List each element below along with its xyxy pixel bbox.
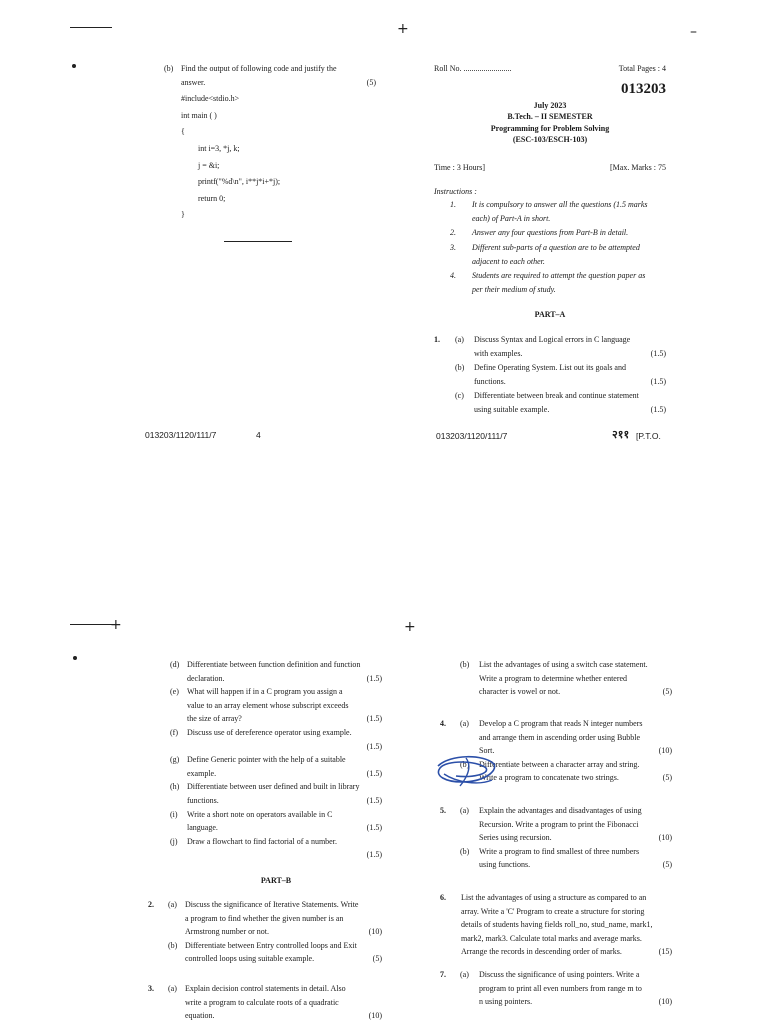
question-1e: (e) What will happen if in a C program you assign a value to an array element whose subscript exceeds the size of array? (1.5) <box>170 685 382 726</box>
paper-code: 013203 <box>621 80 666 97</box>
question-3-block <box>148 982 382 1023</box>
question-number: 3. <box>148 984 154 993</box>
question-4b: (b) Differentiate between a character array and string. Write a program to concatenate two strings. (5) <box>460 758 672 785</box>
code-line: } <box>181 210 185 220</box>
question-1-block <box>434 333 666 417</box>
question-7a: (a) Discuss the significance of using pointers. Write a program to print all even numbers from range m to n using pointers. (10) <box>460 968 672 1009</box>
time-allowed: Time : 3 Hours] <box>434 162 486 172</box>
marks-label: (1.5) <box>366 850 382 860</box>
marks-label: (10) <box>658 833 672 843</box>
code-line: return 0; <box>198 193 226 203</box>
page1-left-footer-code: 013203/1120/111/7 <box>145 430 217 440</box>
instruction-item: 3. Different sub-parts of a question are to be attempted adjacent to each other. <box>450 242 640 266</box>
time-marks-row <box>434 161 666 175</box>
code-line: int main ( ) <box>181 110 217 120</box>
question-3a: (a) Explain decision control statements in detail. Also write a program to calculate roots of a quadratic equation. (10) <box>168 982 382 1023</box>
marks-label: (1.5) <box>650 376 666 386</box>
marks-label: (10) <box>658 746 672 756</box>
marks-label: (5) <box>662 687 672 697</box>
question-number: 6. <box>440 893 446 902</box>
marks-label: (1.5) <box>366 768 382 778</box>
code-line: int i=3, *j, k; <box>198 143 240 153</box>
question-6-block: 6. List the advantages of using a structure as compared to an array. Write a 'C' Program to create a structure for storing details of students having fields roll_no, stud_name, mark1, mark2, mark3. Calculate total marks and average marks. Arrange the records in descending order of marks. (15) <box>440 891 672 959</box>
marks-label: (10) <box>368 1011 382 1021</box>
marks-label: (1.5) <box>650 348 666 358</box>
part-b-heading: PART–B <box>260 875 292 885</box>
marks-label: (5) <box>662 773 672 783</box>
question-text: Find the output of following code and justify the <box>181 64 337 73</box>
program-name: B.Tech. – II SEMESTER <box>507 112 593 122</box>
instruction-item: 4. Students are required to attempt the question paper as per their medium of study. <box>450 271 646 294</box>
crop-mark-plus: + <box>397 21 409 37</box>
question-1b-block <box>164 62 376 222</box>
question-number: 4. <box>440 719 446 728</box>
question-5-block <box>440 804 672 872</box>
marks-label: (1.5) <box>650 404 666 414</box>
marks-label: (5) <box>662 860 672 870</box>
page1-left-footer-page: 4 <box>256 430 261 440</box>
question-label: (b) <box>164 64 174 73</box>
marks-label: (10) <box>658 997 672 1007</box>
total-pages: Total Pages : 4 <box>618 64 666 73</box>
crop-mark-line <box>70 27 112 28</box>
header-row <box>434 62 666 76</box>
code-line: j = &i; <box>198 160 220 170</box>
marks-label: (5) <box>366 77 376 87</box>
question-number: 5. <box>440 806 446 815</box>
question-2b: (b) Differentiate between Entry controlled loops and Exit controlled loops using suitable example. (5) <box>168 939 382 966</box>
pen-scribble-annotation <box>432 752 502 792</box>
question-4a: (a) Develop a C program that reads N integer numbers and arrange them in ascending order using Bubble Sort. (10) <box>460 717 672 758</box>
marks-label: (15) <box>658 947 672 957</box>
question-2a: (a) Discuss the significance of Iterative Statements. Write a program to find whether the given number is an Armstrong number or not. (10) <box>168 898 382 939</box>
roll-no-field: Roll No. ........................ <box>434 64 512 73</box>
instruction-item: 1. It is compulsory to answer all the questions (1.5 marks each) of Part-A in short. <box>450 200 648 223</box>
question-1a: (a) Discuss Syntax and Logical errors in C language with examples. (1.5) <box>455 333 666 360</box>
question-number: 1. <box>434 335 440 344</box>
question-1b: (b) Define Operating System. List out its goals and functions. (1.5) <box>455 361 666 388</box>
question-1g: (g) Define Generic pointer with the help of a suitable example. (1.5) <box>170 753 382 780</box>
instructions-list <box>434 198 666 296</box>
marks-label: (1.5) <box>366 741 382 751</box>
instructions-title: Instructions : <box>434 186 477 196</box>
question-1j: (j) Draw a flowchart to find factorial of a number. (1.5) <box>170 835 382 862</box>
question-1c: (c) Differentiate between break and continue statement using suitable example. (1.5) <box>455 389 666 416</box>
code-line: #include<stdio.h> <box>181 94 240 104</box>
crop-mark-plus: + <box>110 617 122 633</box>
marks-label: (1.5) <box>366 795 382 805</box>
question-1i: (i) Write a short note on operators available in C language. (1.5) <box>170 808 382 835</box>
max-marks: [Max. Marks : 75 <box>610 162 666 172</box>
exam-date: July 2023 <box>533 100 567 110</box>
question-text: answer. <box>181 77 206 87</box>
question-3b-block <box>460 658 672 699</box>
page1-right-column <box>434 62 666 322</box>
marks-label: (1.5) <box>366 673 382 683</box>
marks-label: (1.5) <box>366 823 382 833</box>
marks-label: (10) <box>368 927 382 937</box>
page1-right-footer-code: 013203/1120/111/7 <box>436 431 508 441</box>
question-1d: (d) Differentiate between function definition and function declaration. (1.5) <box>170 658 382 685</box>
question-5a: (a) Explain the advantages and disadvantages of using Recursion. Write a program to print the Fibonacci Series using recursion. (10) <box>460 804 672 845</box>
crop-mark-dash: – <box>690 24 697 40</box>
marks-label: (5) <box>372 954 382 964</box>
crop-mark-plus: + <box>404 619 416 635</box>
instruction-item: 2. Answer any four questions from Part-B in detail. <box>450 228 629 238</box>
course-code: (ESC-103/ESCH-103) <box>512 135 588 145</box>
question-1f: (f) Discuss use of dereference operator using example. (1.5) <box>170 726 382 753</box>
part-a-heading: PART–A <box>534 310 566 320</box>
code-line: printf("%d\n", i**j*i+*j); <box>198 177 281 187</box>
pto-label: [P.T.O. <box>636 431 661 441</box>
page1-left-column <box>164 62 376 222</box>
question-number: 2. <box>148 900 154 909</box>
binding-hole-dot <box>73 656 77 660</box>
page2-left-column <box>170 658 382 888</box>
question-2-block <box>148 898 382 966</box>
marks-label: (1.5) <box>366 714 382 724</box>
question-3b: (b) List the advantages of using a switch case statement. Write a program to determine whether entered character is vowel or not. (5) <box>460 658 672 699</box>
binding-hole-dot <box>72 64 76 68</box>
code-line: { <box>181 127 185 137</box>
subject-name: Programming for Problem Solving <box>490 123 610 133</box>
question-7-block <box>440 968 672 1009</box>
handwritten-mark: २११ <box>612 428 630 441</box>
question-1h: (h) Differentiate between user defined and built in library functions. (1.5) <box>170 780 382 807</box>
question-5b: (b) Write a program to find smallest of three numbers using functions. (5) <box>460 845 672 872</box>
question-number: 7. <box>440 970 446 979</box>
end-of-paper-rule <box>224 241 292 242</box>
